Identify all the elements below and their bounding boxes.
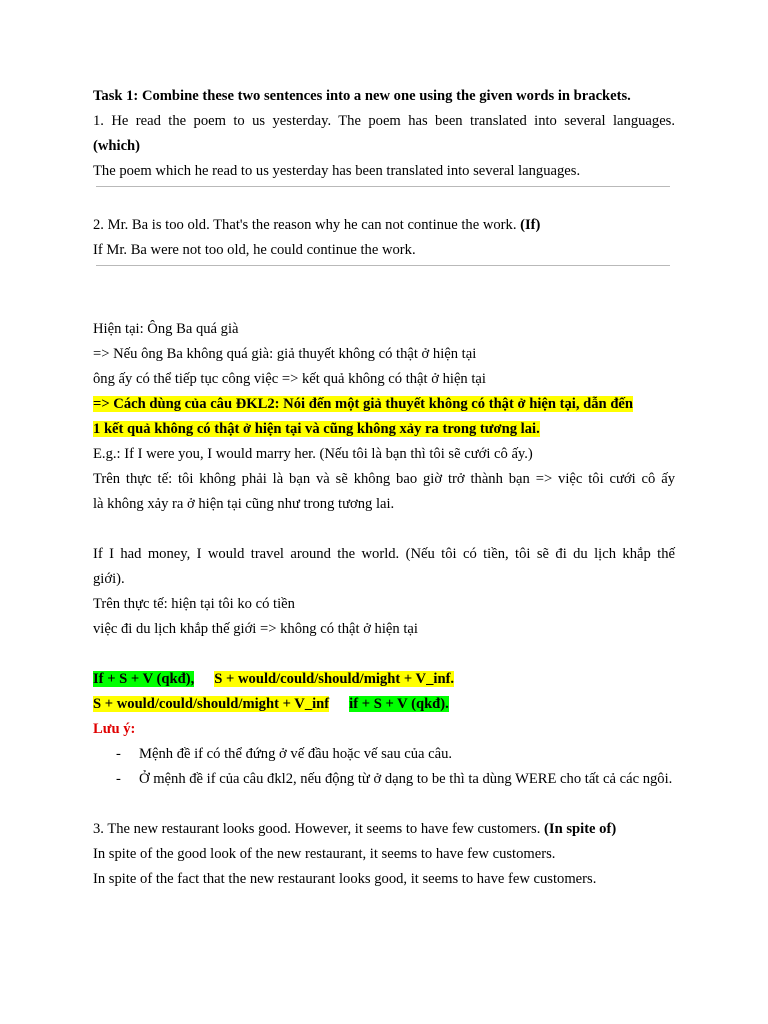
q3-answer-1: In spite of the good look of the new restaurant, it seems to have few customers. <box>93 846 556 862</box>
reality-2-result: việc đi du lịch khắp thế giới => không có thật ở hiện tại <box>93 621 418 637</box>
example-2-line-2: giới). <box>93 571 125 587</box>
reality-2: Trên thực tế: hiện tại tôi ko có tiền <box>93 596 295 612</box>
answer-divider <box>93 184 675 213</box>
list-item-text: Ở mệnh đề if của câu đkl2, nếu động từ ở dạng to be thì ta dùng WERE cho tất cả các ngôi. <box>139 771 673 787</box>
note-hypothesis: => Nếu ông Ba không quá già: giả thuyết không có thật ở hiện tại <box>93 346 477 362</box>
usage-highlight-1 <box>93 392 675 417</box>
list-item-text: Mệnh đề if có thể đứng ở vế đầu hoặc vế sau của câu. <box>139 746 453 762</box>
q1-prompt <box>93 109 675 134</box>
q1-prompt-text: 1. He read the poem to us yesterday. The poem has been translated into several languages. <box>93 113 675 129</box>
q3-prompt-text: 3. The new restaurant looks good. However, it seems to have few customers. <box>93 821 541 837</box>
q3-hint: (In spite of) <box>544 821 617 837</box>
answer-divider <box>93 263 675 292</box>
list-dash: - <box>116 746 121 762</box>
usage-line-1: => Cách dùng của câu ĐKL2: Nói đến một giả thuyết không có thật ở hiện tại, dẫn đến <box>93 396 634 412</box>
document-page <box>93 84 675 892</box>
usage-highlight-2 <box>93 417 675 442</box>
note-present: Hiện tại: Ông Ba quá già <box>93 321 239 337</box>
note-list <box>93 742 675 792</box>
q1-hint: (which) <box>93 138 141 154</box>
formula-1-if: If + S + V (qkđ), <box>93 671 195 687</box>
q2-hint: (If) <box>520 217 541 233</box>
example-2-line-1: If I had money, I would travel around the world. (Nếu tôi có tiền, tôi sẽ đi du lịch khắp thế <box>93 546 675 562</box>
reality-1-line-2: là không xảy ra ở hiện tại cũng như trong tương lai. <box>93 496 395 512</box>
list-dash: - <box>116 771 121 787</box>
usage-line-2: 1 kết quả không có thật ở hiện tại và cũng không xảy ra trong tương lai. <box>93 421 540 437</box>
formula-1 <box>93 667 675 692</box>
q2-prompt-text: 2. Mr. Ba is too old. That's the reason why he can not continue the work. <box>93 217 517 233</box>
list-item <box>93 767 675 792</box>
q1-answer: The poem which he read to us yesterday has been translated into several languages. <box>93 163 581 179</box>
note-title: Lưu ý: <box>93 721 136 737</box>
formula-2-main: S + would/could/should/might + V_inf <box>93 696 330 712</box>
q2-prompt <box>93 213 675 238</box>
formula-2-if: if + S + V (qkđ). <box>349 696 449 712</box>
task-title: Task 1: Combine these two sentences into a new one using the given words in brackets. <box>93 88 631 104</box>
q3-prompt <box>93 817 675 842</box>
note-result: ông ấy có thể tiếp tục công việc => kết quả không có thật ở hiện tại <box>93 371 486 387</box>
example-sentence: E.g.: If I were you, I would marry her. (Nếu tôi là bạn thì tôi sẽ cưới cô ấy.) <box>93 446 533 462</box>
q2-answer: If Mr. Ba were not too old, he could continue the work. <box>93 242 416 258</box>
reality-1-line-1: Trên thực tế: tôi không phải là bạn và sẽ không bao giờ trở thành bạn => việc tôi cưới cô ấy <box>93 471 675 487</box>
list-item <box>93 742 675 767</box>
q3-answer-2: In spite of the fact that the new restaurant looks good, it seems to have few customers. <box>93 871 597 887</box>
formula-1-main: S + would/could/should/might + V_inf. <box>214 671 455 687</box>
formula-2 <box>93 692 675 717</box>
